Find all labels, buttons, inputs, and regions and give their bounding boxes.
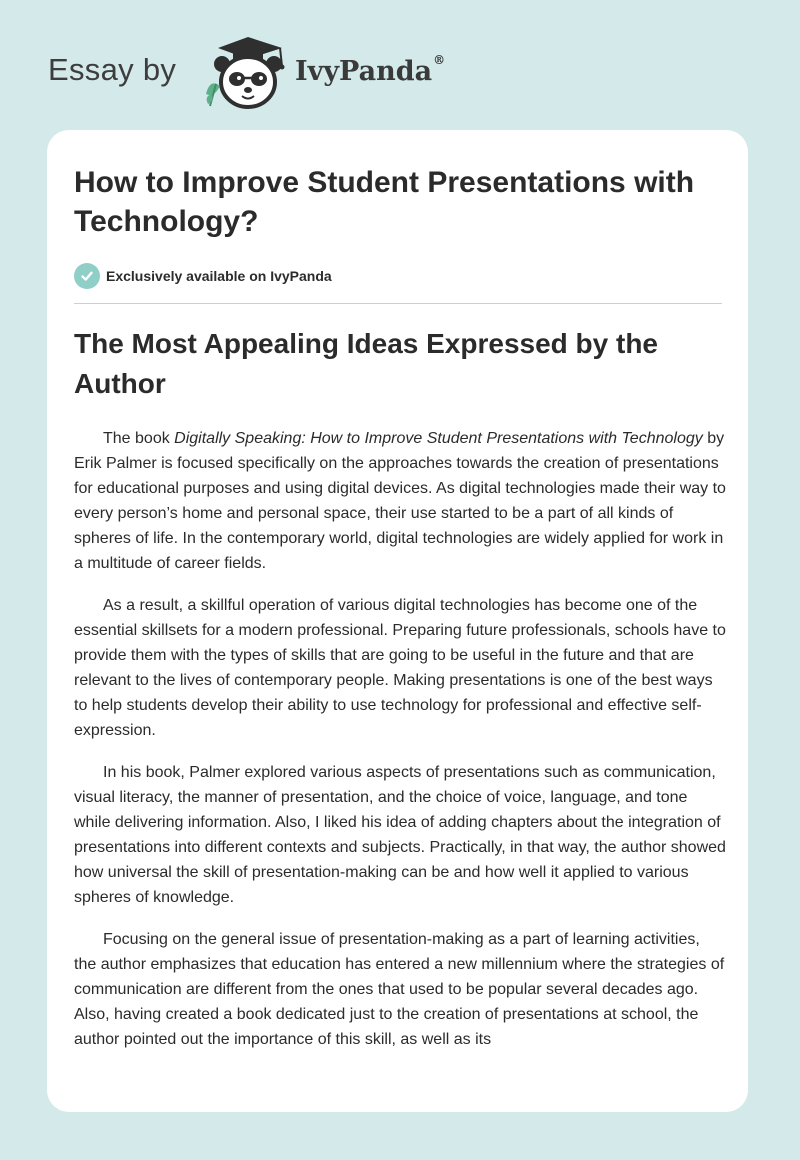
section-heading: The Most Appealing Ideas Expressed by the Author	[74, 328, 658, 399]
brand-name: IvyPanda	[295, 56, 433, 87]
badge-label: Exclusively available on IvyPanda	[106, 268, 332, 284]
page-title: How to Improve Student Presentations with Technology?	[74, 166, 695, 238]
paragraph-1-intro: The book	[103, 430, 175, 447]
divider	[74, 303, 722, 304]
paragraph-2: As a result, a skillful operation of various digital technologies has become one of the essential skillsets for a modern professional. Preparing future professionals, schools have to provide them with the types of skills that are going to be useful in the future and that are relevant to the lives of contemporary people. Making presentations is one of the best ways to help students develop their ability to use technology for professional and effective self-expression.	[74, 597, 726, 739]
paragraph-3: In his book, Palmer explored various aspects of presentations such as communication, visual literacy, the manner of presentation, and the choice of voice, language, and tone while delivering information. Also, I liked his idea of adding chapters about the integration of presentations into different contexts and subjects. Practically, in that way, the author showed how universal the skill of presentation-making can be and how well it applied to various spheres of knowledge.	[74, 764, 726, 906]
essay-card	[47, 130, 748, 1112]
exclusive-badge	[74, 263, 332, 289]
paragraph-4: Focusing on the general issue of presentation-making as a part of learning activities, the author emphasizes that education has entered a new millennium where the strategies of communication are different from the ones that used to be popular several decades ago. Also, having created a book dedicated just to the creation of presentations at school, the author pointed out the importance of this skill, as well as its	[74, 931, 725, 1048]
registered-mark: ®	[433, 53, 446, 67]
article-body	[74, 426, 726, 1069]
book-title: Digitally Speaking: How to Improve Student Presentations with Technology	[174, 430, 703, 447]
paragraph-1-rest: by Erik Palmer is focused specifically on the approaches towards the creation of presentations for educational purposes and using digital devices. As digital technologies made their way to every person’s home and personal space, their use started to be a part of all kinds of spheres of life. In the contemporary world, digital technologies are widely applied for work in a multitude of career fields.	[74, 430, 726, 572]
paragraph-1	[74, 426, 726, 576]
ivypanda-logo-text[interactable]	[295, 53, 446, 87]
site-header	[48, 34, 508, 110]
panda-graduate-icon[interactable]	[200, 34, 292, 110]
essay-by-label: Essay by	[48, 52, 177, 87]
check-icon	[74, 263, 100, 289]
